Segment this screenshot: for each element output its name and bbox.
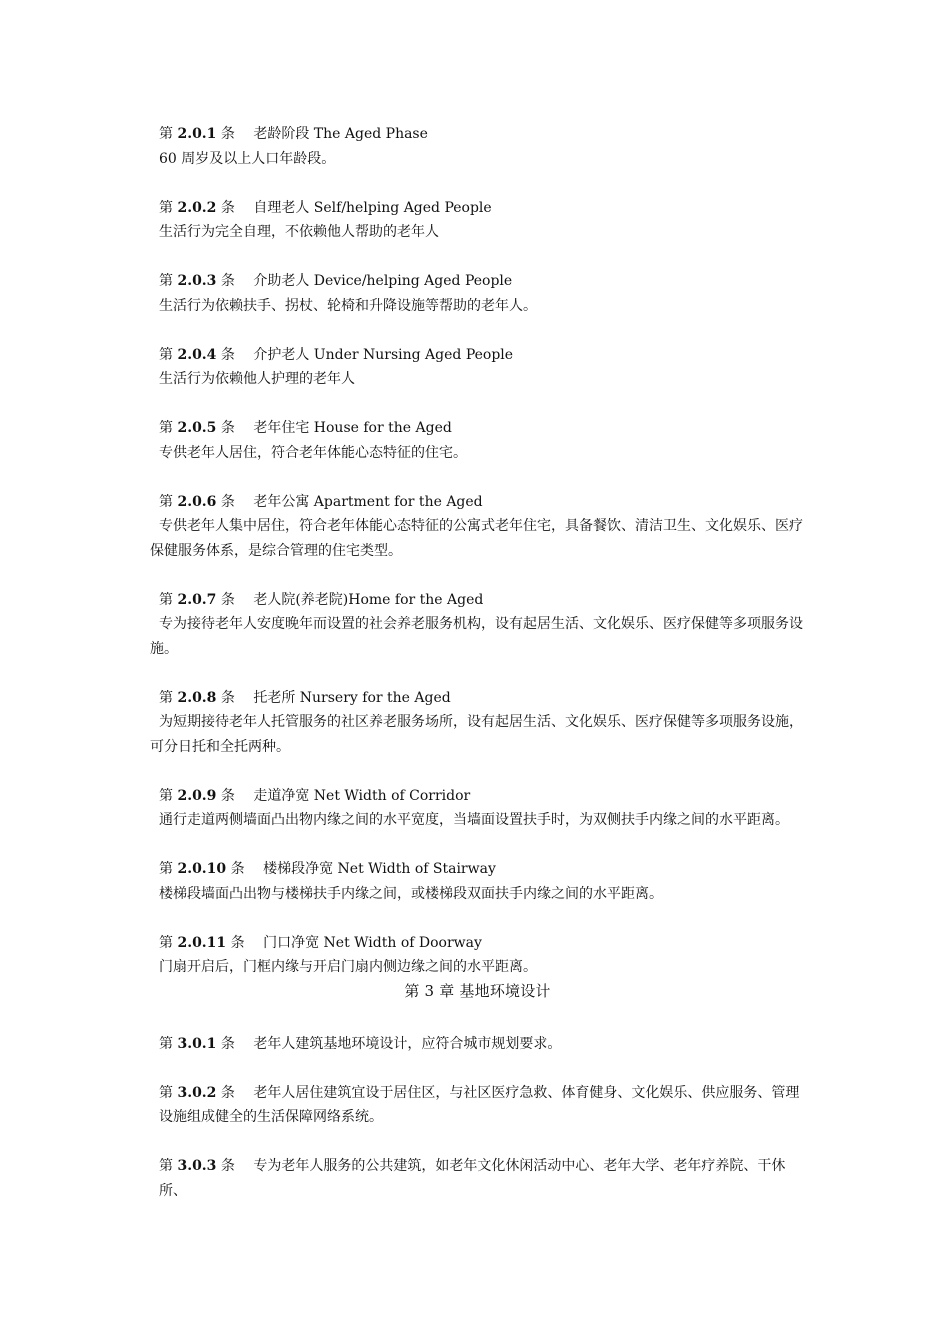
clause-term: 介护老人 Under Nursing Aged People: [253, 346, 514, 363]
clause-definition: 楼梯段墙面凸出物与楼梯扶手内缘之间，或楼梯段双面扶手内缘之间的水平距离。: [159, 885, 663, 902]
clause-term: 老年住宅 House for the Aged: [253, 420, 452, 436]
clause-definition: 60 周岁及以上人口年龄段。: [159, 150, 336, 167]
clause-2-0-2: [150, 196, 805, 245]
clause-term: 老人院(养老院)Home for the Aged: [253, 591, 484, 608]
clause-suffix: 条: [220, 126, 235, 142]
clause-body: 专为老年人服务的公共建筑，如老年文化休闲活动中心、老年大学、老年疗养院、干休所、: [159, 1158, 786, 1199]
clause-prefix: 第: [159, 1158, 173, 1174]
clause-3-0-3: [150, 1154, 805, 1203]
clause-suffix: 条: [220, 787, 235, 804]
clause-definition: 生活行为完全自理，不依赖他人帮助的老年人: [159, 224, 439, 240]
clause-number: 2.0.3: [177, 273, 217, 289]
clause-2-0-1: [150, 122, 805, 171]
clause-heading: [150, 588, 805, 613]
clause-heading: [150, 196, 805, 221]
clause-2-0-8: [150, 686, 805, 760]
clause-2-0-5: [150, 416, 805, 465]
clause-prefix: 第: [159, 493, 173, 510]
clause-2-0-7: [150, 588, 805, 662]
clause-number: 3.0.2: [177, 1084, 217, 1101]
clause-heading: [150, 857, 805, 882]
clause-term: 楼梯段净宽 Net Width of Stairway: [263, 861, 496, 877]
clause-text: [150, 1081, 805, 1130]
clause-term: 介助老人 Device/helping Aged People: [253, 273, 513, 289]
clause-prefix: 第: [159, 420, 173, 436]
clause-prefix: 第: [159, 346, 173, 363]
clause-prefix: 第: [159, 934, 173, 951]
clause-3-0-2: [150, 1081, 805, 1130]
clause-definition: 专供老年人居住，符合老年体能心态特征的住宅。: [159, 444, 467, 461]
clause-term: 走道净宽 Net Width of Corridor: [253, 787, 471, 804]
clause-suffix: 条: [220, 346, 235, 363]
clause-heading: [150, 931, 805, 956]
clause-definition: 通行走道两侧墙面凸出物内缘之间的水平宽度，当墙面设置扶手时，为双侧扶手内缘之间的水平距离。: [159, 812, 789, 828]
clause-prefix: 第: [159, 1084, 173, 1101]
clause-number: 2.0.10: [177, 861, 227, 877]
clause-body: 老年人建筑基地环境设计，应符合城市规划要求。: [253, 1035, 562, 1052]
clause-suffix: 条: [220, 591, 235, 608]
clause-definition: 生活行为依赖扶手、拐杖、轮椅和升降设施等帮助的老年人。: [159, 297, 537, 314]
clause-definition: 生活行为依赖他人护理的老年人: [159, 371, 355, 387]
clause-term: 老龄阶段 The Aged Phase: [253, 126, 428, 142]
clause-number: 2.0.8: [177, 689, 217, 706]
clause-term: 老年公寓 Apartment for the Aged: [253, 493, 483, 510]
clause-text: [150, 1032, 805, 1057]
clause-heading: [150, 686, 805, 711]
clause-2-0-4: [150, 343, 805, 392]
clause-prefix: 第: [159, 861, 173, 877]
clause-heading: [150, 343, 805, 368]
clause-prefix: 第: [159, 1035, 173, 1052]
clause-number: 3.0.1: [177, 1035, 217, 1052]
clause-suffix: 条: [220, 689, 235, 706]
clause-number: 2.0.5: [177, 420, 217, 436]
clause-term: 自理老人 Self/helping Aged People: [253, 199, 492, 216]
clause-number: 2.0.7: [177, 591, 217, 608]
clause-term: 托老所 Nursery for the Aged: [253, 689, 451, 706]
clause-number: 2.0.1: [177, 126, 217, 142]
clause-2-0-9: [150, 784, 805, 833]
clause-number: 2.0.11: [177, 934, 227, 951]
clause-definition: 专为接待老年人安度晚年而设置的社会养老服务机构，设有起居生活、文化娱乐、医疗保健等多项服务设施。: [150, 616, 803, 657]
clause-2-0-3: [150, 269, 805, 318]
chapter-title: 第 3 章 基地环境设计: [404, 981, 551, 1000]
clause-suffix: 条: [220, 420, 235, 436]
clause-suffix: 条: [220, 1035, 235, 1052]
clause-suffix: 条: [220, 199, 235, 216]
clause-3-0-1: [150, 1032, 805, 1057]
clause-prefix: 第: [159, 273, 173, 289]
clause-2-0-6: [150, 490, 805, 564]
clause-suffix: 条: [230, 861, 245, 877]
clause-prefix: 第: [159, 591, 173, 608]
clause-heading: [150, 784, 805, 809]
clause-term: 门口净宽 Net Width of Doorway: [263, 934, 482, 951]
clause-prefix: 第: [159, 689, 173, 706]
clause-heading: [150, 122, 805, 147]
clause-2-0-10: [150, 857, 805, 906]
clause-definition: 为短期接待老年人托管服务的社区养老服务场所，设有起居生活、文化娱乐、医疗保健等多项服务设施，可分日托和全托两种。: [150, 714, 803, 755]
clause-suffix: 条: [220, 1158, 235, 1174]
clause-number: 2.0.2: [177, 199, 217, 216]
document-content: [150, 122, 805, 1203]
clause-text: [150, 1154, 805, 1203]
clause-prefix: 第: [159, 199, 173, 216]
clause-number: 3.0.3: [177, 1158, 217, 1174]
clause-heading: [150, 416, 805, 441]
clause-definition: 门扇开启后，门框内缘与开启门扇内侧边缘之间的水平距离。: [159, 959, 537, 975]
clause-suffix: 条: [220, 1084, 235, 1101]
clause-number: 2.0.9: [177, 787, 217, 804]
clause-definition: 专供老年人集中居住，符合老年体能心态特征的公寓式老年住宅，具备餐饮、清洁卫生、文化娱乐、医疗保健服务体系，是综合管理的住宅类型。: [150, 518, 803, 559]
clause-suffix: 条: [220, 273, 235, 289]
clause-suffix: 条: [220, 493, 235, 510]
clause-heading: [150, 269, 805, 294]
clause-number: 2.0.4: [177, 346, 217, 363]
clause-number: 2.0.6: [177, 493, 217, 510]
clause-prefix: 第: [159, 787, 173, 804]
clause-suffix: 条: [230, 934, 245, 951]
clause-heading: [150, 490, 805, 515]
clause-2-0-11: [150, 931, 805, 980]
clause-body: 老年人居住建筑宜设于居住区，与社区医疗急救、体育健身、文化娱乐、供应服务、管理设施组成健全的生活保障网络系统。: [159, 1084, 800, 1125]
clause-prefix: 第: [159, 126, 173, 142]
